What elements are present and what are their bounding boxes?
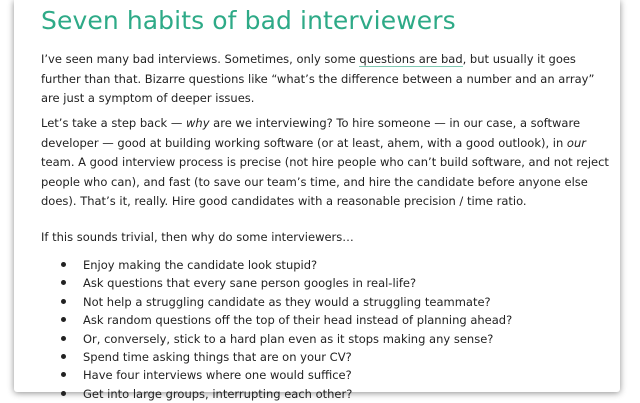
purpose-text-2: are we interviewing? To hire someone — in our case, a software developer — good at building working software (or at least, ahem, with a good outlook), in — [41, 116, 581, 150]
bullet-icon — [61, 317, 66, 322]
list-item — [61, 311, 609, 329]
emphasis-our: our — [566, 135, 586, 150]
list-item-text: Or, conversely, stick to a hard plan even as it stops making any sense? — [83, 331, 494, 346]
bullet-icon — [61, 391, 66, 396]
list-item-text: Ask questions that every sane person googles in real-life? — [83, 276, 417, 291]
browser-viewport — [14, 0, 620, 401]
list-item — [61, 385, 609, 403]
bullet-icon — [61, 299, 66, 304]
purpose-text-1: Let’s take a step back — — [41, 116, 187, 130]
list-item-text: Get into large groups, interrupting each other? — [83, 386, 353, 401]
list-item-text: Enjoy making the candidate look stupid? — [83, 258, 318, 272]
bullet-icon — [61, 262, 66, 267]
list-item — [61, 293, 609, 311]
list-item — [61, 348, 609, 366]
bullet-icon — [61, 336, 66, 341]
list-item-text: Ask random questions off the top of their head instead of planning ahead? — [83, 313, 513, 328]
page-title: Seven habits of bad interviewers — [41, 6, 456, 35]
intro-paragraph — [41, 50, 609, 109]
intro-text-end: , but usually it goes further than that. Bizarre questions like “what’s the difference between a number and an array” are just a symptom of deeper issues. — [41, 52, 595, 105]
intro-text-start: I’ve seen many bad interviews. Sometimes, only some — [41, 52, 360, 66]
habits-list — [61, 256, 609, 403]
bullet-icon — [61, 280, 66, 285]
bullet-icon — [61, 372, 66, 377]
emphasis-why: why — [186, 116, 210, 130]
questions-are-bad-link[interactable]: questions are bad — [359, 52, 463, 66]
purpose-paragraph — [41, 114, 609, 212]
list-item-text: Spend time asking things that are on your CV? — [83, 350, 352, 365]
list-item — [61, 274, 609, 292]
purpose-text-3: team. A good interview process is precise (not hire people who can’t build software, and not reject people who can), and fast (to save our team’s time, and hire the candidate before anyone else does). That’s it, really. Hire good candidates with a reasonable precision / time ratio. — [41, 155, 609, 208]
list-item-text: Have four interviews where one would suffice? — [83, 368, 352, 383]
list-item — [61, 330, 609, 348]
list-item — [61, 256, 609, 274]
list-item-text: Not help a struggling candidate as they would a struggling teammate? — [83, 294, 491, 309]
list-item — [61, 366, 609, 384]
bullet-icon — [61, 354, 66, 359]
question-paragraph: If this sounds trivial, then why do some interviewers… — [41, 230, 354, 244]
